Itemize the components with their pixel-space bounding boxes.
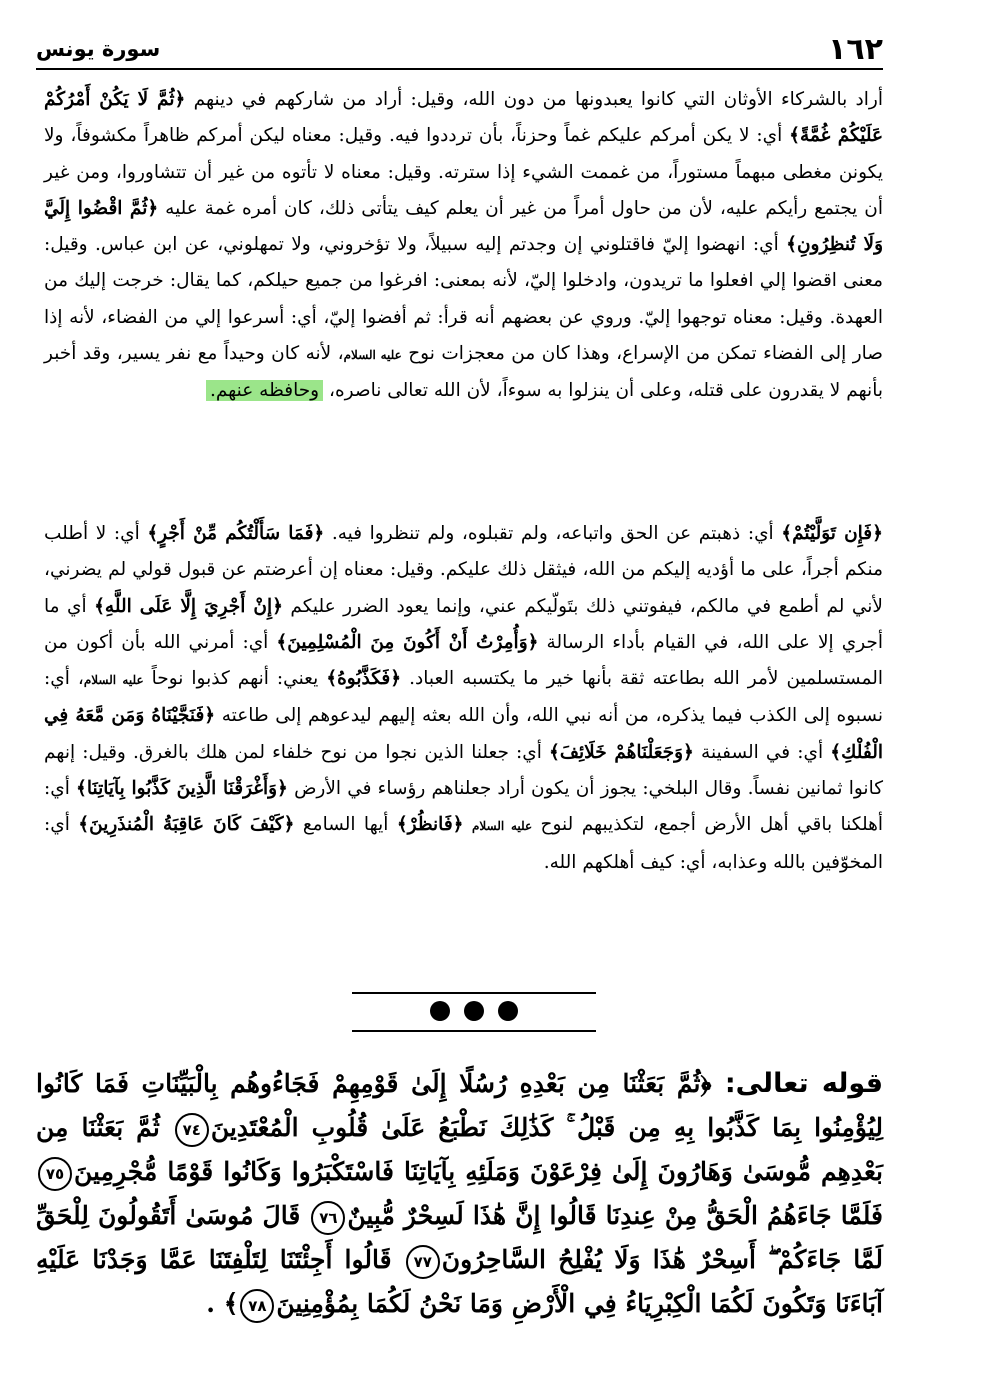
text-run: أراد بالشركاء الأوثان التي كانوا يعبدونها من دون الله، وقيل: أراد من شاركهم في دينهم xyxy=(185,89,884,110)
verse-end: ﴾ . xyxy=(206,1289,239,1318)
quran-quote: ﴿فَنَجَّيْنَاهُ وَمَن مَّعَهُ فِي الْفُلْكِ﴾ xyxy=(44,705,883,763)
quran-quote: ﴿إِنْ أَجْرِيَ إِلَّا عَلَى اللَّهِ﴾ xyxy=(94,595,283,617)
quran-quote: ﴿فَانظُرْ﴾ xyxy=(396,814,464,836)
separator-dots xyxy=(352,1001,596,1021)
text-run: أي: لا يكن أمركم عليكم غماً وحزناً، بأن ترددوا فيه. وقيل: معناه ليكن أمركم ظاهراً مكشوفاً، ولا يكونن مغطى مبهماً مستوراً، من غممت الشيء إذا سترته. وقيل: معناه لا تأتوه من غير أن تتشاوروا، ومن غير أن يجتمع رأيكم عليه، لأن من حاول أمراً من غير أن يعلم كيف يتأتى ذلك، كان أمره غمة عليه xyxy=(44,125,883,219)
text-run: أي: لا أطلب منكم أجراً، على ما أؤديه إليكم من الله، فيثقل ذلك عليكم. وقيل: معناه إن أعرضتم عن قبول قولي لم يضرني، لأني لم أطمع في مالكم، فيفوتني ذلك بتَولّيكم عني، وإنما يعود الضرر عليكم xyxy=(44,523,883,617)
quran-quote: ﴿وَجَعَلْنَاهُمْ خَلَائِفَ﴾ xyxy=(549,741,694,763)
peace-be-upon-him-glyph: عليه السلام xyxy=(343,348,402,363)
text-run: أي: في السفينة xyxy=(693,741,831,763)
text-run: ، لأنه كان وحيداً مع نفر يسير، وقد أخبر بأنهم لا يقدرون على قتله، وعلى أن ينزلوا به سوءاً، لأن الله تعالى ناصره، xyxy=(44,343,883,402)
separator-line xyxy=(352,992,596,994)
surah-name: سورة يونس xyxy=(36,37,161,61)
quran-quote: ﴿فَإِن تَوَلَّيْتُمْ﴾ xyxy=(781,523,883,544)
text-run: يعني: أنهم كذبوا نوحاً xyxy=(143,668,327,690)
text-run: أي: ذهبتم عن الحق واتباعه، ولم تقبلوه، ولم تنظروا فيه. xyxy=(324,523,782,544)
verse-text: ﴿ثُمَّ بَعَثْنَا مِن بَعْدِهِ رُسُلًا إِلَىٰ قَوْمِهِمْ فَجَاءُوهُم بِالْبَيِّنَاتِ فَمَا كَانُوا لِيُؤْمِنُوا بِمَا كَذَّبُوا بِهِ مِن قَبْلُ ۚ كَذَٰلِكَ نَطْبَعُ عَلَىٰ قُلُوبِ الْمُعْتَدِينَ xyxy=(36,1069,883,1142)
page-header xyxy=(36,30,883,70)
ayah-number-marker: ٧٥ xyxy=(38,1157,72,1191)
section-separator xyxy=(352,988,596,1036)
text-run: ، أي: نسبوه إلى الكذب فيما يذكره، من أنه نبي الله، وأن الله بعثه إليهم ليدعوهم إلى طاعته xyxy=(44,668,883,727)
text-run xyxy=(464,814,472,835)
quran-quote: ﴿ثُمَّ اقْضُوا إِلَيَّ وَلَا تُنظِرُونِ﴾ xyxy=(44,197,883,256)
separator-line xyxy=(352,1030,596,1032)
dot-icon xyxy=(464,1001,484,1021)
highlighted-text: وحافظه عنهم. xyxy=(206,380,323,401)
ayah-number-marker: ٧٦ xyxy=(311,1201,345,1235)
quran-quote: ﴿كَيْفَ كَانَ عَاقِبَةُ الْمُنذَرِينَ﴾ xyxy=(78,814,295,836)
ayah-number-marker: ٧٨ xyxy=(240,1289,274,1323)
quran-verses-block xyxy=(36,1062,883,1326)
peace-be-upon-him-glyph: عليه السلام xyxy=(83,673,144,688)
text-run: أي: انهضوا إليّ فاقتلوني إن وجدتم إليه سبيلاً، ولا تؤخروني، ولا تمهلوني، عن ابن عباس. وقيل: معنى اقضوا إلي افعلوا ما تريدون، وادخلوا إليّ، لأنه بمعنى: افرغوا من جميع حيلكم، كما يقال: خرجت إليك من العهدة. وقيل: معناه توجهوا إليّ. وروي عن بعضهم أنه قرأ: ثم أفضوا إليّ، أي: أسرعوا إلي من الفضاء، لأنه إذا صار إلى الفضاء تمكن من الإسراع، وهذا كان من معجزات نوح xyxy=(44,234,883,365)
text-run: أي ما أجري إلا على الله، في القيام بأداء الرسالة xyxy=(44,595,883,653)
text-run: أي: المخوّفين بالله وعذابه، أي: كيف أهلكهم الله. xyxy=(44,814,883,873)
ayah-number-marker: ٧٧ xyxy=(406,1245,440,1279)
quran-quote: ﴿فَمَا سَأَلْتُكُم مِّنْ أَجْرٍ﴾ xyxy=(147,523,325,544)
dot-icon xyxy=(498,1001,518,1021)
quran-quote: ﴿فَكَذَّبُوهُ﴾ xyxy=(326,668,402,690)
page-number: ١٦٢ xyxy=(828,31,883,67)
quran-quote: ﴿وَأُمِرْتُ أَنْ أَكُونَ مِنَ الْمُسْلِمِينَ﴾ xyxy=(276,631,539,653)
text-run: أيها السامع xyxy=(294,814,397,836)
quran-quote: ﴿وَأَغْرَقْنَا الَّذِينَ كَذَّبُوا بِآيَاتِنَا﴾ xyxy=(76,778,288,800)
verse-text: قَالَ مُوسَىٰ أَتَقُولُونَ لِلْحَقِّ لَمَّا جَاءَكُمْ ۖ أَسِحْرٌ هَٰذَا وَلَا يُفْلِحُ السَّاحِرُونَ xyxy=(36,1201,883,1274)
verse-text: قَالُوا أَجِئْتَنَا لِتَلْفِتَنَا عَمَّا وَجَدْنَا عَلَيْهِ آبَاءَنَا وَتَكُونَ لَكُمَا الْكِبْرِيَاءُ فِي الْأَرْضِ وَمَا نَحْنُ لَكُمَا بِمُؤْمِنِينَ xyxy=(36,1245,883,1318)
ayah-number-marker: ٧٤ xyxy=(175,1113,209,1147)
commentary-paragraph-2 xyxy=(44,516,883,881)
dot-icon xyxy=(430,1001,450,1021)
commentary-paragraph-1 xyxy=(44,82,883,410)
verse-text: ثُمَّ بَعَثْنَا مِن بَعْدِهِم مُّوسَىٰ وَهَارُونَ إِلَىٰ فِرْعَوْنَ وَمَلَئِهِ بِآيَاتِنَا فَاسْتَكْبَرُوا وَكَانُوا قَوْمًا مُّجْرِمِينَ xyxy=(36,1113,883,1186)
text-run: أي: أهلكنا باقي أهل الأرض أجمع، لتكذيبهم لنوح xyxy=(44,778,883,836)
peace-be-upon-him-glyph: عليه السلام xyxy=(471,819,533,834)
quran-quote: ﴿ثُمَّ لَا يَكُنْ أَمْرُكُمْ عَلَيْكُمْ غُمَّةً﴾ xyxy=(44,89,883,147)
text-run: أي: جعلنا الذين نجوا من نوح خلفاء لمن هلك بالغرق. وقيل: إنهم كانوا ثمانين نفساً. وقال البلخي: يجوز أن يكون أراد جعلناهم رؤساء في الأرض xyxy=(44,741,884,800)
verse-text: فَلَمَّا جَاءَهُمُ الْحَقُّ مِنْ عِندِنَا قَالُوا إِنَّ هَٰذَا لَسِحْرٌ مُّبِينٌ xyxy=(347,1201,884,1230)
text-run: أي: أمرني الله بأن أكون من المستسلمين لأمر الله بطاعته ثقة بأنها خير ما يكتسبه العباد. xyxy=(44,631,883,690)
verses-heading: قوله تعالى: xyxy=(711,1068,883,1099)
